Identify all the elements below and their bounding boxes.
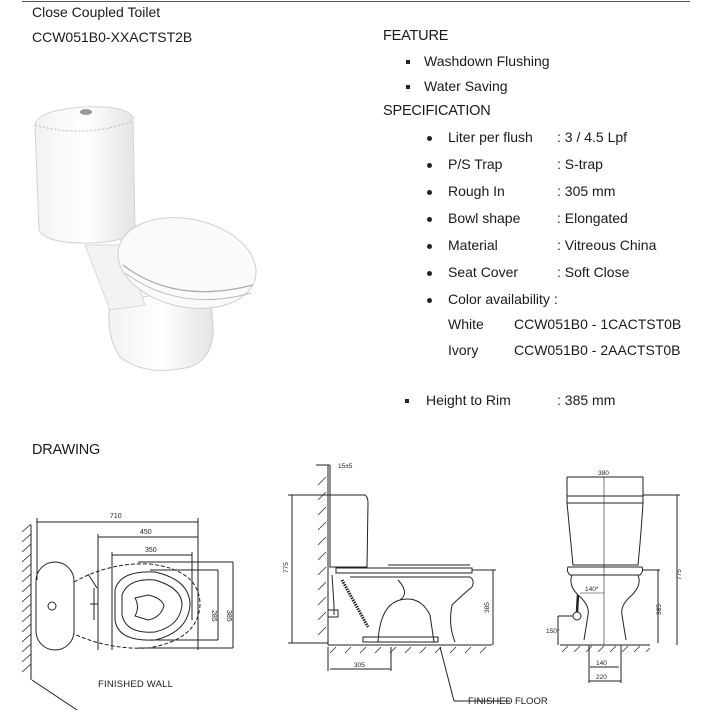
spec-value: : 305 mm [557, 183, 616, 199]
bullet-icon [427, 244, 432, 249]
product-category: Close Coupled Toilet [32, 4, 161, 20]
dim-label: 385 [225, 610, 232, 622]
spec-value: : Soft Close [557, 264, 630, 280]
square-bullet-icon [406, 60, 410, 64]
bullet-icon [427, 190, 432, 195]
spec-value: : Vitreous China [557, 237, 657, 253]
spec-label: Height to Rim [426, 392, 511, 408]
spec-label: P/S Trap [448, 156, 503, 172]
dim-label: 140* [585, 586, 599, 593]
dim-label: 220 [596, 674, 607, 681]
product-model: CCW051B0-XXACTST2B [32, 29, 193, 45]
finished-floor-label: FINISHED FLOOR [468, 696, 548, 707]
bullet-icon [427, 217, 432, 222]
square-bullet-icon [405, 399, 409, 403]
specification-heading: SPECIFICATION [383, 103, 491, 119]
dim-label: 140 [596, 660, 607, 667]
bullet-icon [427, 298, 432, 303]
dim-label: 15±5 [338, 463, 353, 470]
product-image [25, 95, 265, 385]
color-code: CCW051B0 - 1CACTST0B [514, 316, 682, 332]
dim-label: 150* [546, 628, 560, 635]
feature-item: Water Saving [406, 78, 508, 94]
dim-label: 710 [110, 513, 122, 520]
finished-wall-label: FINISHED WALL [98, 679, 174, 690]
dim-label: 350 [145, 547, 157, 554]
spec-label: Color availability : [448, 291, 558, 307]
spec-label: Material [448, 237, 498, 253]
bullet-icon [427, 163, 432, 168]
dim-label: 385 [484, 602, 491, 613]
spec-value: : 3 / 4.5 Lpf [557, 129, 628, 145]
bullet-icon [427, 136, 432, 141]
dim-label: 775 [676, 569, 683, 580]
drawing-heading: DRAWING [32, 442, 101, 458]
color-name: White [448, 316, 484, 332]
dim-label: 450 [140, 529, 152, 536]
feature-item: Washdown Flushing [406, 53, 550, 69]
dim-label: 305 [354, 662, 365, 669]
top-divider [22, 1, 690, 2]
spec-value: : 385 mm [557, 392, 616, 408]
dim-label: 285 [210, 610, 217, 622]
spec-label: Bowl shape [448, 210, 521, 226]
dim-label: 775 [283, 562, 290, 573]
dim-label: 385 [656, 604, 663, 615]
spec-label: Seat Cover [448, 264, 519, 280]
feature-heading: FEATURE [383, 28, 449, 44]
front-view-drawing [540, 455, 720, 695]
square-bullet-icon [406, 85, 410, 89]
color-code: CCW051B0 - 2AACTST0B [514, 342, 681, 358]
spec-value: : Elongated [557, 210, 628, 226]
bullet-icon [427, 271, 432, 276]
spec-value: : S-trap [557, 156, 603, 172]
dim-label: 380 [598, 470, 609, 477]
side-view-drawing [270, 455, 510, 715]
color-name: Ivory [448, 342, 479, 358]
spec-label: Rough In [448, 183, 505, 199]
spec-label: Liter per flush [448, 129, 533, 145]
